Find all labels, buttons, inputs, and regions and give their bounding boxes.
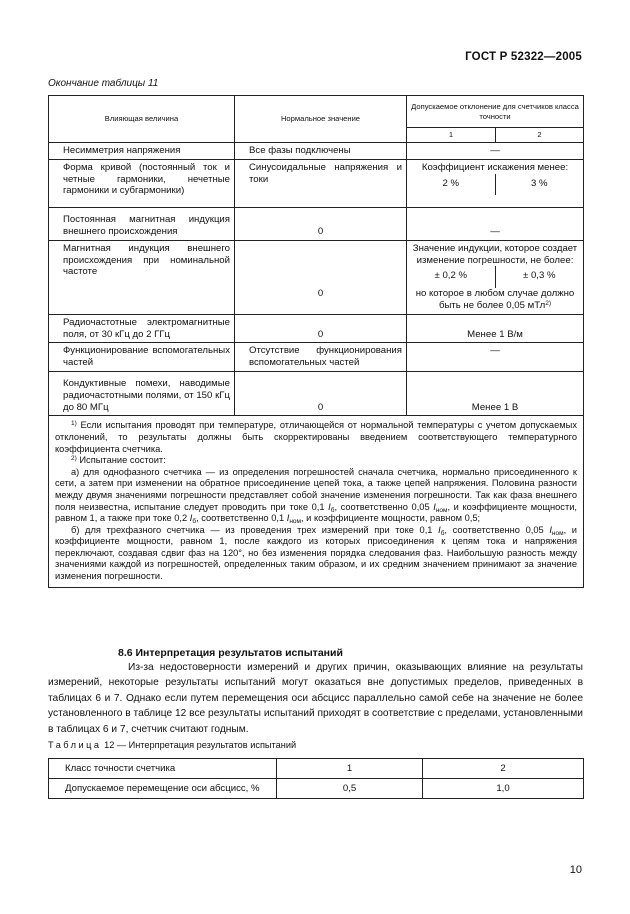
table-12-caption: Таблица 12 — Интерпретация результатов испытаний xyxy=(48,740,297,750)
row-name: Несимметрия напряжения xyxy=(49,143,235,160)
deviation-split xyxy=(407,266,583,288)
deviation-class-1: ± 0,2 % xyxy=(434,270,467,282)
table-row xyxy=(49,371,584,415)
table-row xyxy=(49,143,584,160)
table-row xyxy=(49,779,584,799)
row-name: Кондуктивные помехи, наводимые радиочастотными полями, от 150 кГц до 80 МГц xyxy=(49,371,235,415)
row-name: Функционирование вспомогательных частей xyxy=(49,343,235,372)
value-class-2: 2 xyxy=(423,759,584,779)
row-label: Класс точности счетчика xyxy=(49,759,277,779)
header-normal: Нормальное значение xyxy=(235,96,407,143)
table-row xyxy=(49,240,584,314)
row-name: Форма кривой (постоянный ток и четные гармоники, нечетные гармоники и субгармоники) xyxy=(49,159,235,207)
table-footnotes xyxy=(49,416,584,587)
page-number: 10 xyxy=(569,864,582,876)
value-class-2: 1,0 xyxy=(423,779,584,799)
header-class-1: 1 xyxy=(407,128,496,143)
value-class-1: 0,5 xyxy=(277,779,423,799)
row-normal: 0 xyxy=(235,371,407,415)
table-12 xyxy=(48,758,584,799)
footnote-2b: б) для трехфазного счетчика — из проведения трех измерений при токе 0,1 $I_б$, соответственно 0,05 $I_{ном}$, и коэффициенте мощности, равном 1, после каждого из которых присоединения к цепям тока и напряжения переключают, создавая сдвиг фаз на 120°, но без изменения порядка следования фаз. Наибольшую разность между значениями каждой из погрешностей, определенных таким образом, и их средним значением принимают за значение изменения погрешности. xyxy=(55,524,577,582)
row-deviation: — xyxy=(407,208,584,241)
table-row xyxy=(49,759,584,779)
footnote-1: $^{1)}$ Если испытания проводят при температуре, отличающейся от нормальной температуры с учетом допускаемых отклонений, то результаты должны быть скорректированы введением соответствующего температурного коэффициента счетчика. xyxy=(55,420,577,454)
table-row xyxy=(49,208,584,241)
row-normal: 0 xyxy=(235,314,407,343)
table-11 xyxy=(48,95,584,588)
deviation-class-2: 3 % xyxy=(495,174,584,196)
section-body xyxy=(48,660,583,737)
deviation-note: Значение индукции, которое создает изменение погрешности, не более: xyxy=(412,242,578,266)
header-deviation: Допускаемое отклонение для счетчиков класса точности xyxy=(407,96,584,128)
deviation-split xyxy=(407,174,583,196)
table-row xyxy=(49,314,584,343)
value-class-1: 1 xyxy=(277,759,423,779)
deviation-class-1: 2 % xyxy=(442,177,460,189)
row-normal: Все фазы подключены xyxy=(235,143,407,160)
deviation-limit: но которое в любом случае должно быть не более 0,05 мТл$^{2)}$ xyxy=(415,288,575,311)
row-deviation: — xyxy=(407,143,584,160)
standard-number: ГОСТ Р 52322—2005 xyxy=(465,51,582,63)
row-label: Допускаемое перемещение оси абсцисс, % xyxy=(49,779,277,799)
table-11-caption: Окончание таблицы 11 xyxy=(48,78,159,89)
section-paragraph: Из-за недостоверности измерений и других причин, оказывающих влияние на результаты измерений, некоторые результаты испытаний могут оказаться вне допустимых пределов, приведенных в таблицах 6 и 7. Однако если путем перемещения оси абсцисс параллельно самой себе на значение не более установленного в таблице 12 все результаты испытаний приходят в соответствие с пределами, установленными в таблицах 6 и 7, счетчик считают годным. xyxy=(48,662,583,735)
row-name: Магнитная индукция внешнего происхождения при номинальной частоте xyxy=(49,240,235,314)
row-name: Радиочастотные электромагнитные поля, от 30 кГц до 2 ГГц xyxy=(49,314,235,343)
deviation-class-2: ± 0,3 % xyxy=(495,266,584,288)
header-influence: Влияющая величина xyxy=(49,96,235,143)
row-normal: 0 xyxy=(235,240,407,314)
section-title: 8.6 Интерпретация результатов испытаний xyxy=(118,647,343,659)
row-name: Постоянная магнитная индукция внешнего происхождения xyxy=(49,208,235,241)
row-normal: Отсутствие функционирования вспомогательных частей xyxy=(235,343,407,372)
row-normal: 0 xyxy=(235,208,407,241)
row-deviation xyxy=(407,159,584,207)
row-deviation: Менее 1 В xyxy=(407,371,584,415)
footnote-2: $^{2)}$ Испытание состоит: xyxy=(71,455,166,466)
row-deviation: Менее 1 В/м xyxy=(407,314,584,343)
footnote-2a: а) для однофазного счетчика — из определения погрешностей сначала счетчика, нормально присоединенного к сети, а затем при изменении на обратное присоединение цепей тока, а также цепей напряжения. Половина разности между двумя значениями погрешности представляет собой значение изменения погрешности. Так как фаза внешнего поля неизвестна, испытание следует проводить при токе 0,1 $I_б$, соответственно 0,05 $I_{ном}$, и коэффициенте мощности, равном 1, а также при токе 0,2 $I_б$, соответственно 0,1 $I_{ном}$, и коэффициенте мощности, равном 0,5; xyxy=(55,466,577,526)
row-deviation xyxy=(407,240,584,314)
row-normal: Синусоидальные напряжения и токи xyxy=(235,159,407,207)
deviation-note: Коэффициент искажения менее: xyxy=(421,161,569,173)
header-class-2: 2 xyxy=(496,128,584,143)
row-deviation: — xyxy=(407,343,584,372)
table-row xyxy=(49,159,584,207)
table-row xyxy=(49,343,584,372)
